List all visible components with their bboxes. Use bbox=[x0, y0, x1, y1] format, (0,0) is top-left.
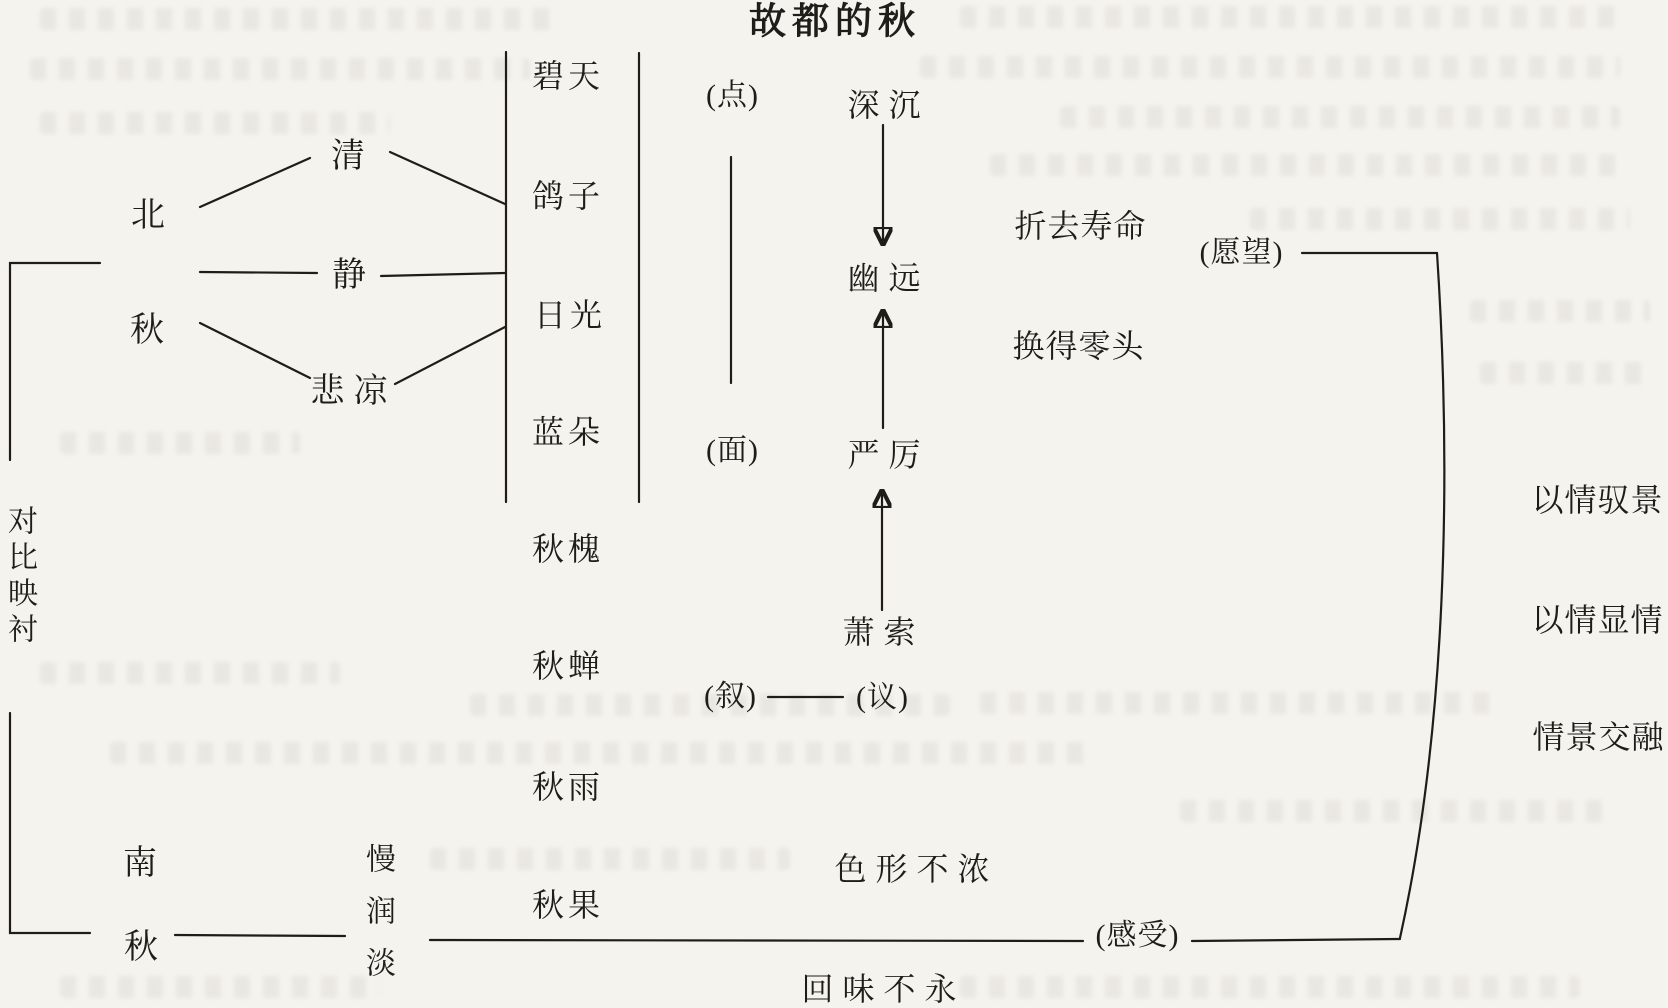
mood-xiaosuo: 萧索 bbox=[842, 614, 925, 650]
scene-qiuchan: 秋蝉 bbox=[531, 648, 605, 684]
wish-line1: 折去寿命 bbox=[1014, 208, 1147, 244]
plane-label: (面) bbox=[706, 434, 759, 467]
wish-label: (愿望) bbox=[1199, 236, 1284, 269]
feeling-label: (感受) bbox=[1095, 919, 1180, 952]
impression-bottom: 回味不永 bbox=[801, 971, 966, 1007]
page-title: 故都的秋 bbox=[749, 1, 921, 43]
left-bracket-bottom bbox=[10, 713, 90, 933]
left-bracket-top bbox=[10, 263, 100, 460]
point-label: (点) bbox=[706, 79, 759, 112]
line-north-qing bbox=[200, 158, 310, 207]
scene-bitian: 碧天 bbox=[531, 58, 605, 94]
scene-qiuguo: 秋果 bbox=[531, 887, 605, 923]
mood-youyuan: 幽远 bbox=[847, 260, 930, 296]
quality-qing: 清 bbox=[331, 138, 369, 175]
scene-qiuhuai: 秋槐 bbox=[531, 531, 605, 567]
line-north-beiliang bbox=[200, 323, 310, 378]
line-qing-rule bbox=[390, 152, 505, 204]
scene-gezi: 鸽子 bbox=[531, 178, 605, 214]
note-yiqing-yujing: 以情驭景 bbox=[1531, 482, 1664, 518]
mood-shenchen: 深沉 bbox=[847, 87, 930, 123]
line-jing-rule bbox=[381, 273, 505, 276]
south-subject-char-qiu: 秋 bbox=[124, 929, 162, 966]
narrative-label: (叙) bbox=[704, 680, 757, 713]
bottom-rail-1 bbox=[175, 935, 345, 936]
quality-beiliang: 悲凉 bbox=[310, 373, 397, 410]
contrast-note: 对比映衬 bbox=[3, 505, 36, 649]
note-yiqing-xianqing: 以情显情 bbox=[1531, 602, 1664, 638]
bottom-rail-3 bbox=[1192, 939, 1400, 941]
scene-landuo: 蓝朵 bbox=[531, 414, 605, 450]
south-qualities: 慢润淡 bbox=[361, 843, 394, 999]
line-north-jing bbox=[200, 272, 317, 273]
scene-qiuyu: 秋雨 bbox=[531, 769, 605, 805]
scene-riguang: 日光 bbox=[533, 297, 607, 333]
north-subject-char-bei: 北 bbox=[131, 197, 169, 234]
line-beiliang-rule bbox=[395, 327, 505, 384]
note-qingjing-jiaorong: 情景交融 bbox=[1532, 719, 1665, 755]
quality-jing: 静 bbox=[332, 257, 370, 294]
wish-line2: 换得零头 bbox=[1012, 328, 1145, 364]
right-bracket bbox=[1400, 253, 1444, 938]
south-subject-char-nan: 南 bbox=[123, 845, 161, 882]
mood-yanli: 严厉 bbox=[847, 437, 930, 473]
comment-label: (议) bbox=[856, 681, 909, 714]
impression-top: 色形不浓 bbox=[834, 851, 999, 887]
bottom-rail-2 bbox=[430, 940, 1083, 941]
north-subject-char-qiu: 秋 bbox=[130, 312, 168, 349]
